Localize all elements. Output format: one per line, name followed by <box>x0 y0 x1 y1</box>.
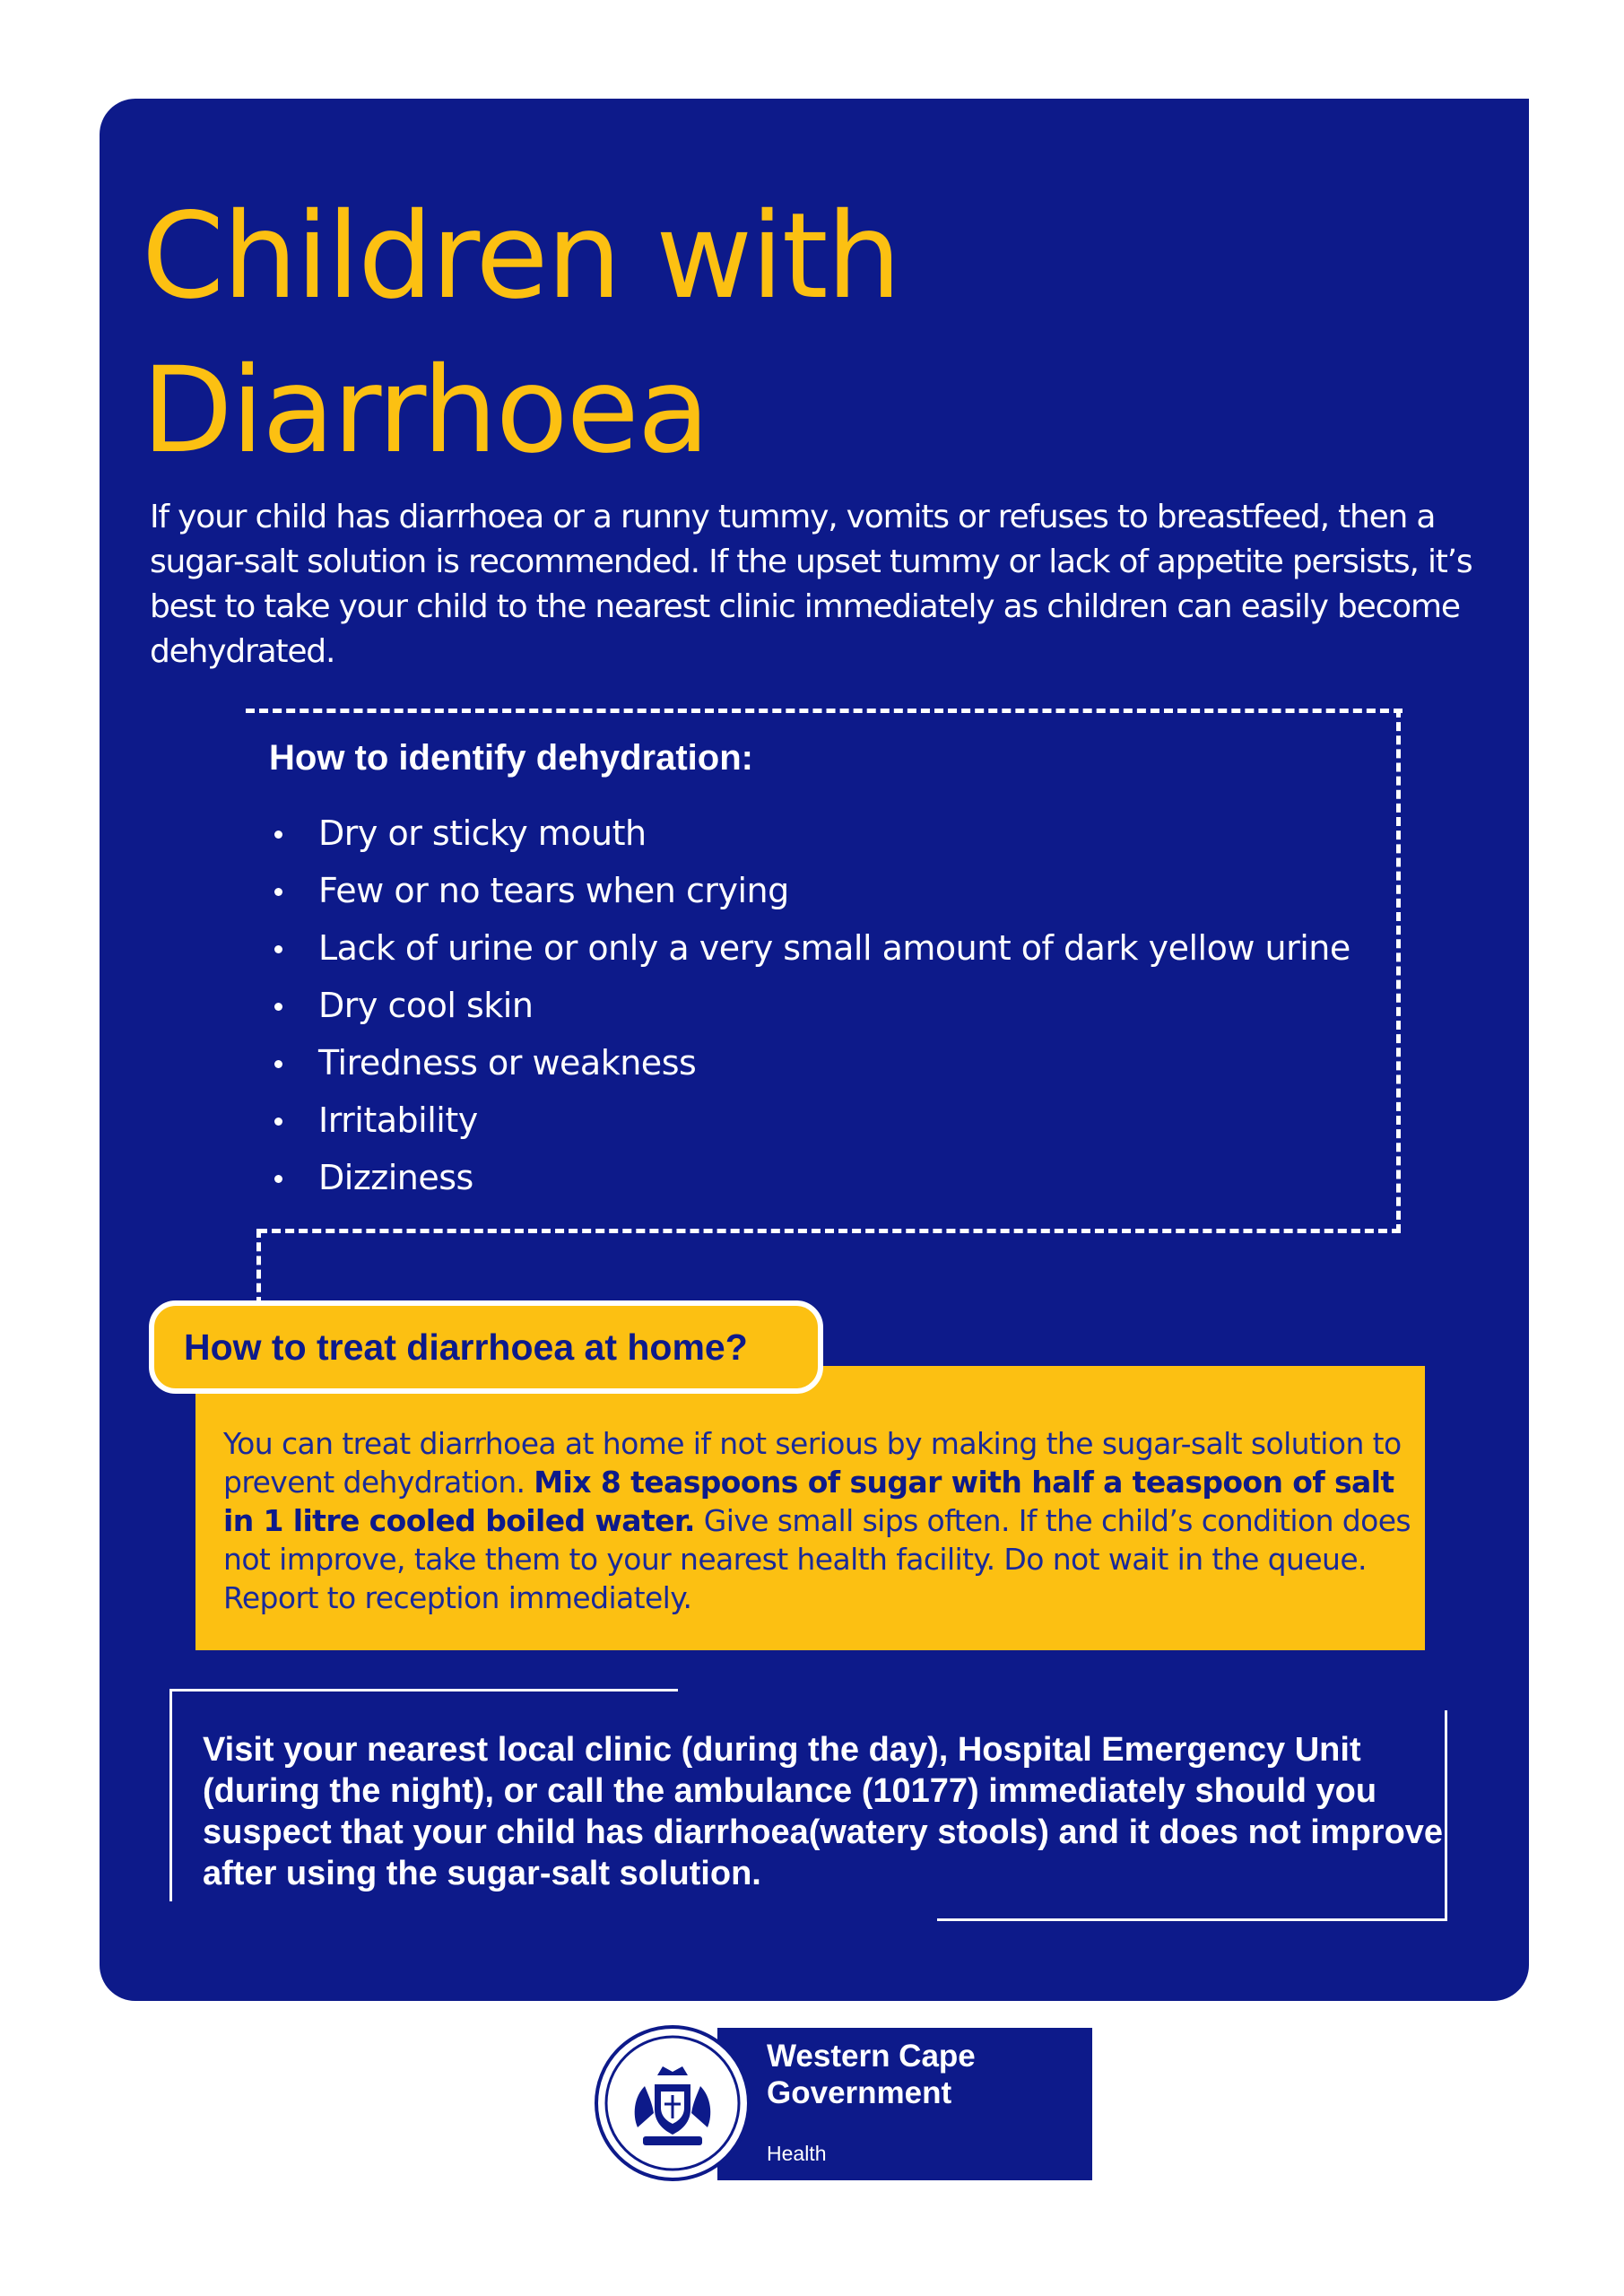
dashed-border-top <box>246 709 1403 713</box>
logo-department: Health <box>767 2142 827 2165</box>
dehydration-heading: How to identify dehydration: <box>269 738 753 778</box>
treatment-heading-pill <box>149 1300 823 1394</box>
advice-frame-top <box>169 1689 678 1692</box>
intro-paragraph: If your child has diarrhoea or a runny tummy, vomits or refuses to breastfeed, then a sugar-salt solution is recommended. If the upset tummy or lack of appetite persists, it’s best to take your child to the nearest clinic immediately as children can easily become dehydrated. <box>150 499 1472 670</box>
list-item: Dry cool skin <box>269 977 1350 1034</box>
advice-frame-bottom <box>937 1918 1447 1921</box>
dashed-border-connector <box>256 1229 261 1306</box>
title-line-2: Diarrhoea <box>142 342 708 480</box>
poster-title <box>142 179 899 488</box>
list-item: Irritability <box>269 1091 1350 1149</box>
list-item: Few or no tears when crying <box>269 862 1350 919</box>
dashed-border-right <box>1396 709 1401 1233</box>
logo-name <box>767 2038 976 2111</box>
list-item: Lack of urine or only a very small amount of dark yellow urine <box>269 919 1350 977</box>
dashed-border-bottom <box>258 1229 1401 1233</box>
title-line-1: Children with <box>142 187 900 326</box>
logo-name-line-2: Government <box>767 2075 952 2110</box>
symptom-list <box>269 804 1350 1206</box>
logo-name-line-1: Western Cape <box>767 2039 976 2074</box>
treatment-heading: How to treat diarrhoea at home? <box>184 1326 748 1368</box>
list-item: Dizziness <box>269 1149 1350 1206</box>
coat-of-arms-icon <box>595 2025 751 2181</box>
treatment-text-advice: Give small sips often. If the child’s condition does not improve, take them to your nearest health facility. Do not wait in the queue. Report to reception immediately. <box>223 1503 1411 1615</box>
treatment-text <box>223 1424 1416 1617</box>
list-item: Dry or sticky mouth <box>269 804 1350 862</box>
advice-frame-left <box>169 1689 172 1901</box>
advice-text: Visit your nearest local clinic (during the day), Hospital Emergency Unit (during the night), or call the ambulance (10177) immediately should you suspect that your child has diarrhoea(watery stools) and it does not improve after using the sugar-salt solution. <box>203 1731 1444 1892</box>
treatment-recipe: Mix 8 teaspoons of sugar with half a teaspoon of salt in 1 litre cooled boiled water. <box>223 1465 1394 1538</box>
list-item: Tiredness or weakness <box>269 1034 1350 1091</box>
treatment-text-intro: You can treat diarrhoea at home if not serious by making the sugar-salt solution to prevent dehydration. <box>223 1426 1402 1500</box>
